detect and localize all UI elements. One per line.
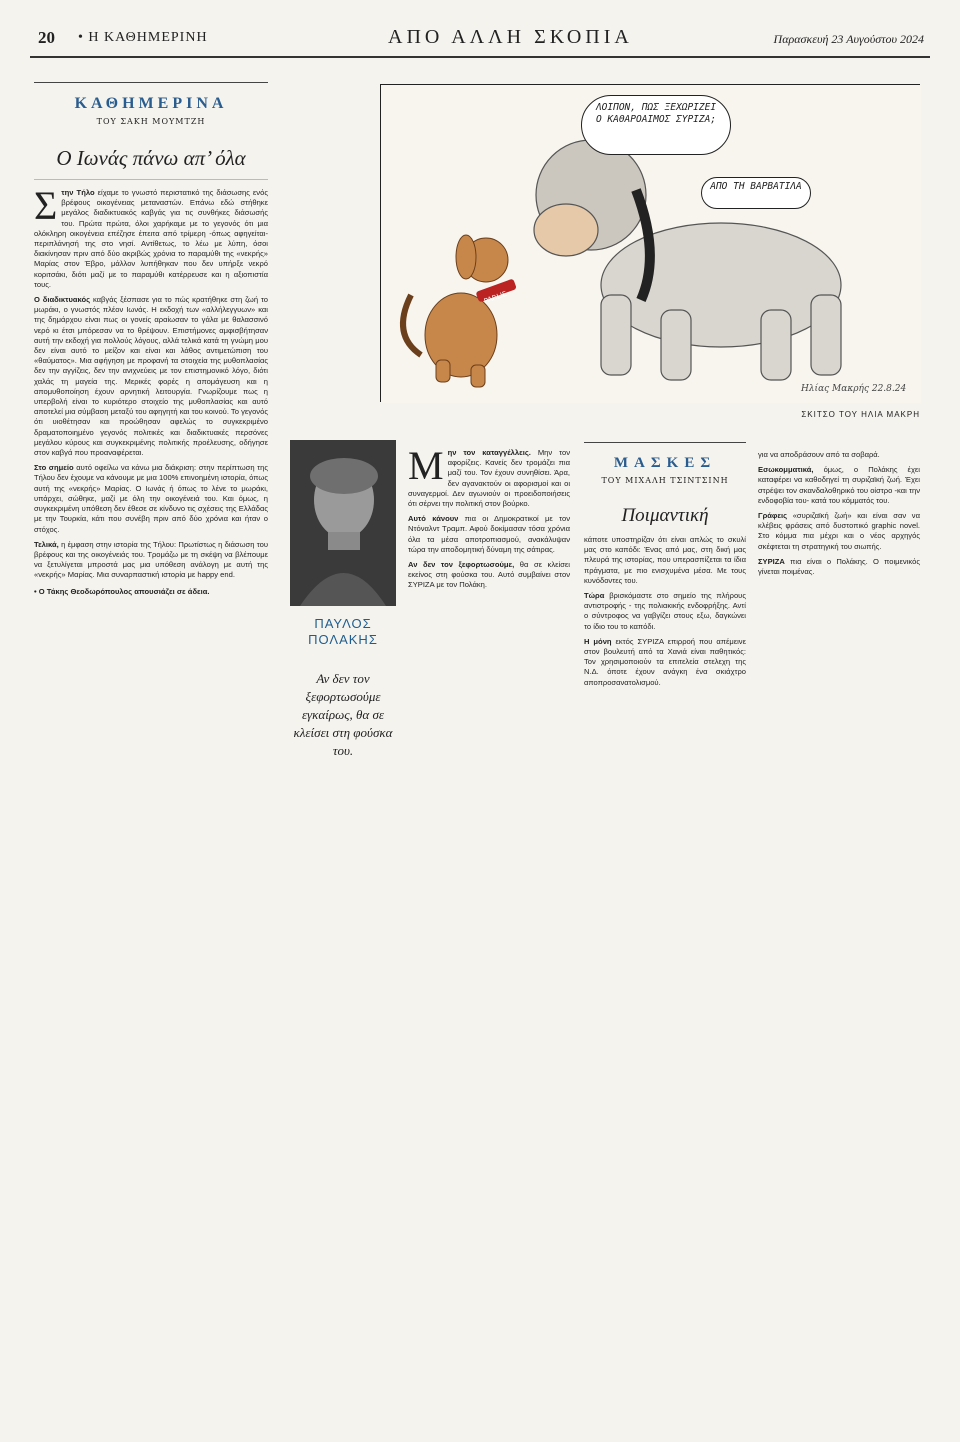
column-kicker: ΚΑΘΗΜΕΡΙΝΑ — [74, 95, 228, 112]
paragraph-lead: ΣΥΡΙΖΑ — [758, 556, 785, 566]
paragraph-lead: Η μόνη — [584, 636, 612, 646]
paragraph: κάποτε υποστηρίζαν ότι είναι απλώς το σκυλί μας στο καπόδι: Ένας από μας, στη δική μας πλευρά της ιστορίας, που υπερασπίζεται τα ίδια πράγματα, με πιο ενισχυμένα μέσα. Με τους κυνόδοντες του. — [584, 535, 746, 585]
paragraph-lead: Τώρα — [584, 591, 605, 601]
paragraph: όμως, ο Πολάκης έχει καταφέρει να καθοδηγεί τη συριζαϊκή ζωή. Έχει στρέψει τον σκανδαλοθηρικό του οίστρο -και την ενδοφοβία του- κατά του κόμματός του. — [758, 465, 920, 505]
bubble-text: ΑΠΟ ΤΗ ΒΑΡΒΑΤΙΛΑ — [710, 181, 802, 192]
cartoon — [380, 84, 920, 402]
signoff-note: • Ο Τάκης Θεοδωρόπουλος απουσιάζει σε άδεια. — [34, 586, 210, 596]
column-kathimerina — [34, 82, 268, 762]
speech-bubble-top — [581, 95, 731, 155]
speech-bubble-right — [701, 177, 811, 209]
column-byline: ΤΟΥ ΜΙΧΑΛΗ ΤΣΙΝΤΣΙΝΗ — [601, 476, 729, 485]
paragraph: εκτός ΣΥΡΙΖΑ επιρροή που απέμεινε στον βουλευτή από τα Χανιά είναι παθητικός: Τον χρησιμοποιούν τα επιτελεία στελεχη της Ν.Δ. όποτε έχουν ανάγκη ένα σκιάχτρο αποπροσανατολισμού. — [584, 636, 746, 687]
paragraph-lead: ην τον καταγγέλλεις. — [447, 448, 531, 457]
paragraph-lead: Αυτό κάνουν — [408, 514, 459, 524]
name-line: ΠΑΥΛΟΣ — [314, 616, 372, 631]
paragraph-lead: την Τήλο — [61, 188, 95, 197]
paragraph: Μην τον αφορίζεις. Κανείς δεν τρομάζει πια μαζί του. Τον έχουν συνηθίσει. Άρα, δεν αγανακτούν οι αφορισμοί και οι συναγερμοί. Δεν αγωνιούν οι προειδοποιήσεις ότι σέρνει την πολιτική στον βούρκο. — [408, 448, 570, 509]
polakis-name — [290, 616, 396, 648]
paragraph-lead: Ο διαδικτυακός — [34, 295, 91, 305]
masthead — [30, 24, 930, 58]
article-headline: Ποιμαντική — [621, 505, 709, 526]
middle-article — [408, 440, 570, 762]
right-article — [758, 442, 920, 762]
polakis-portrait — [290, 440, 396, 606]
paragraph: αυτό οφείλω να κάνω μια διάκριση: στην περίπτωση της Τήλου δεν έχουμε να κάνουμε με μια 100% επινοημένη ιστορία, όπως αυτή της «νεκρής» Μαρίας. Ο Ιωνάς ή όπως το λένε το μωράκι, υπάρχει, σώθηκε, μαζί με όλη την οικογένειά του. Και όμως, η συγκεκριμένη υπόθεση δεν έθεσε σε κίνδυνο τις σχέσεις της Ελλάδας με την Τουρκία, κάτι που συνέβη πριν από δύο χρόνια και ήταν ο στόχος. — [34, 463, 268, 534]
column-byline: ΤΟΥ ΣΑΚΗ ΜΟΥΜΤΖΗ — [96, 117, 206, 126]
polakis-sidebar — [290, 440, 396, 762]
article-body — [584, 535, 746, 688]
drop-cap: Μ — [408, 443, 444, 488]
paragraph-lead: Στο σημείο — [34, 463, 74, 473]
article-body — [758, 450, 920, 577]
section-title: ΑΠΟ ΑΛΛΗ ΣΚΟΠΙΑ — [388, 26, 633, 48]
issue-date: Παρασκευή 23 Αυγούστου 2024 — [773, 32, 924, 46]
article-body — [34, 183, 268, 581]
paragraph: βρισκόμαστε στο σημείο της πλήρους αντιστροφής - της πολιακικής ενδοφρήξης. Αντί ο σύντροφος να γαβγίζει στους εξω, δαγκώνει το ίδιο του το καπόδι. — [584, 591, 746, 631]
pull-quote: Αν δεν τον ξεφορτωσούμε εγκαίρως, θα σε κλείσει στη φούσκα του. — [293, 671, 393, 758]
portrait-image — [290, 440, 396, 606]
paragraph: για να αποδράσουν από τα σοβαρά. — [758, 450, 880, 459]
paragraph-lead: Εσωκομματικά, — [758, 465, 814, 475]
name-line: ΠΟΛΑΚΗΣ — [308, 632, 378, 647]
paragraph-lead: Τελικά, — [34, 539, 59, 549]
drop-cap: Σ — [34, 183, 58, 228]
column-maskes — [584, 442, 746, 762]
paragraph: «συριζαϊκή ζωή» και είναι σαν να κλέβεις φράσεις από δυστοπικό graphic novel. Στο κόμμα πια μέχρι και ο νέος αρχηγός σκέφτεται τη στρατηγική του σιωπής. — [758, 511, 920, 551]
paper-name: • Η ΚΑΘΗΜΕΡΙΝΗ — [78, 30, 208, 45]
paragraph: πια οι Δημοκρατικοί με τον Ντόναλντ Τραμπ. Αφού δοκίμασαν τόσα χρόνια όλα τα μέσα αποτροπιασμού, ανακάλυψαν τώρα την αποδομητική δύναμη της σάτιρας. — [408, 514, 570, 554]
paragraph: είχαμε το γνωστό περιστατικό της διάσωσης ενός βρέφους οικογένειας μεταναστών. Επάνω εδώ στήθηκε μεγάλος διαδικτυακός καβγάς για τις συνθήκες διάσωσής του. Πρώτα πρώτα, όλοι χαρήκαμε με το γεγονός ότι μια ολόκληρη οικογένεια επέζησε έπειτα από τρίμερη -όπως αφηγείται- περιπλάνησή της στο νησί. Αντίθετως, το λέω με λύπη, όσοι διακίνησαν πριν από δύο ακριβώς χρόνια το παραμύθι της «νεκρής» Μαρίας στον Έβρο, μάλλον λυπήθηκαν που δεν υπήρξε νεκρό κοριτσάκι, διότι μαζί με το παραμύθι κατέρρευσε και η αξιοπιστία τους. — [34, 188, 268, 289]
tag-text: PARLIE — [482, 289, 509, 306]
paragraph: θα σε κλείσει εκείνος στη φούσκα του. Αυτό συμβαίνει στον ΣΥΡΙΖΑ με τον Πολάκη. — [408, 560, 570, 590]
paragraph: πια είναι ο Πολάκης. Ο ποιμενικός γίνεται ποιμένας. — [758, 556, 920, 577]
article-body — [408, 443, 570, 591]
paragraph: η έμφαση στην ιστορία της Τήλου: Πρωτίστως η διάσωση του βρέφους και της οικογένειάς του. Τρομάζω με τη σκέψη να βλέπουμε να ξετυλίγεται μπροστά μας μια υπόθεση ανάλογη με αυτή της «νεκρής» Μαρίας. Μια συναρπαστική ιστορία με happy end. — [34, 539, 268, 580]
paragraph-lead: Γράφεις — [758, 511, 788, 521]
column-kicker: ΜΑΣΚΕΣ — [613, 455, 717, 471]
paragraph-lead: Αν δεν τον ξεφορτωσούμε, — [408, 560, 515, 570]
paragraph: καβγάς ξέσπασε για το πώς κρατήθηκε στη ζωή το μωράκι, ο γνωστός πλέον Ιωνάς. Η εκδοχή των «αλλήλεγγυων» και της δημάρχου είναι πως οι γονείς αραίωσαν το γάλα με θαλασσινό νερό κι έτσι μπόρεσαν να το θρέψουν. Επιστήμονες αμφισβήτησαν αυτή την εκδοχή για πολλούς λόγους, αλλά τελικά κατά τη γνώμη μου δεν είναι αυτό το μείζον και είναι και λάθος αντιμετώπιση του «θαύματος». Μια αφήγηση με προφανή τα στοιχεία της μυθοπλασίας δεν την αγγίζεις, δεν την ανιχνεύεις με τον επιστημονικό λόγο, διότι χαλάς τη μαγεία της. Μερικές φορές η απομάγευση και η απομυθοποίηση έχουν αρνητική λειτουργία. Γνωρίζουμε πως η υπερβολή είναι το κυριότερο στοιχείο της μυθοπλασίας και αυτό αποτελεί μια σύμβαση μεταξύ του αφηγητή και του κοινού. Το γεγονός ότι υιοθέτησαν και προώθησαν αφελώς το συγκεκριμένο δραματοποιημένο γεγονός πολιτικές και διαδικτυακές περσόνες μεγάλου κύρους και συγκεκριμένης πολιτικής προέλευσης, οδήγησε στον καβγά που προαναφέρεται. — [34, 295, 268, 458]
cartoon-signature: Ηλίας Μακρής 22.8.24 — [801, 384, 907, 394]
bubble-text: ΛΟΙΠΟΝ, ΠΩΣ ΞΕΧΩΡΙΖΕΙ Ο ΚΑΘΑΡΟΑΙΜΟΣ ΣΥΡΙΖΑ; — [595, 102, 717, 125]
page-number: 20 — [38, 28, 55, 47]
article-headline: Ο Ιωνάς πάνω απ’ όλα — [34, 146, 268, 180]
cartoon-credit: ΣΚΙΤΣΟ ΤΟΥ ΗΛΙΑ ΜΑΚΡΗ — [801, 410, 920, 419]
